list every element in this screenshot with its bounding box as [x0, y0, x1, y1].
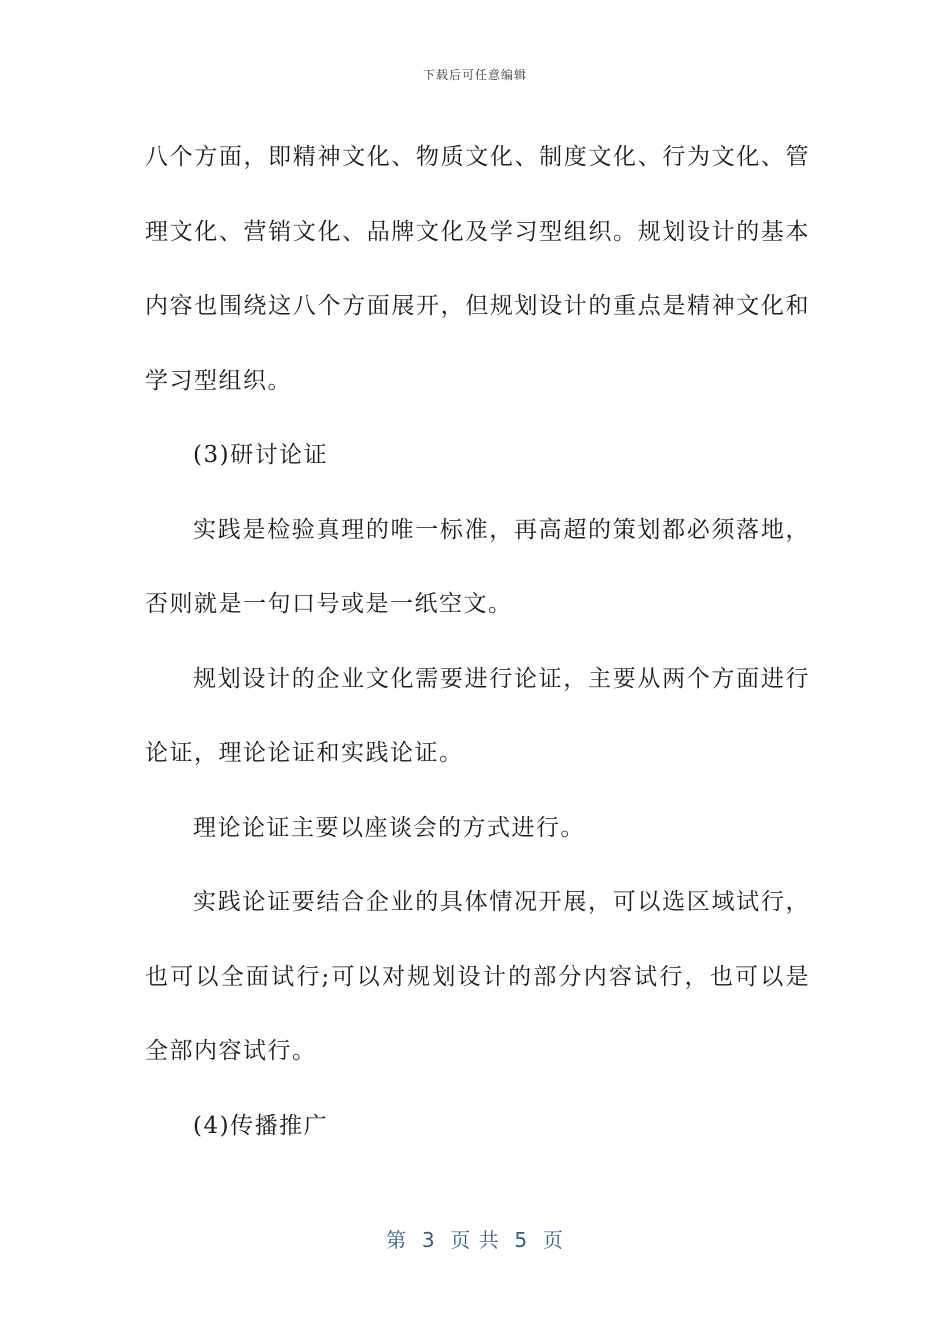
paragraph-continuation: 八个方面，即精神文化、物质文化、制度文化、行为文化、管理文化、营销文化、品牌文化及学习型组织。规划设计的基本内容也围绕这八个方面展开，但规划设计的重点是精神文化和学习型组织。: [145, 144, 810, 394]
body-text: [145, 120, 810, 1163]
paragraph: 理论论证主要以座谈会的方式进行。: [193, 814, 585, 841]
section-heading-4: (4)传播推广: [193, 1112, 329, 1139]
paragraph: 实践是检验真理的唯一标准，再高超的策划都必须落地，否则就是一句口号或是一纸空文。: [145, 516, 810, 617]
section-heading-3: (3)研讨论证: [193, 442, 329, 468]
paragraph: 规划设计的企业文化需要进行论证，主要从两个方面进行论证，理论论证和实践论证。: [145, 665, 810, 766]
paragraph: 实践论证要结合企业的具体情况开展，可以选区域试行，也可以全面试行;可以对规划设计的部分内容试行，也可以是全部内容试行。: [145, 889, 810, 1064]
header-note: 下载后可任意编辑: [422, 68, 527, 82]
page-number-footer: 第 3 页 共 5 页: [386, 1228, 564, 1252]
